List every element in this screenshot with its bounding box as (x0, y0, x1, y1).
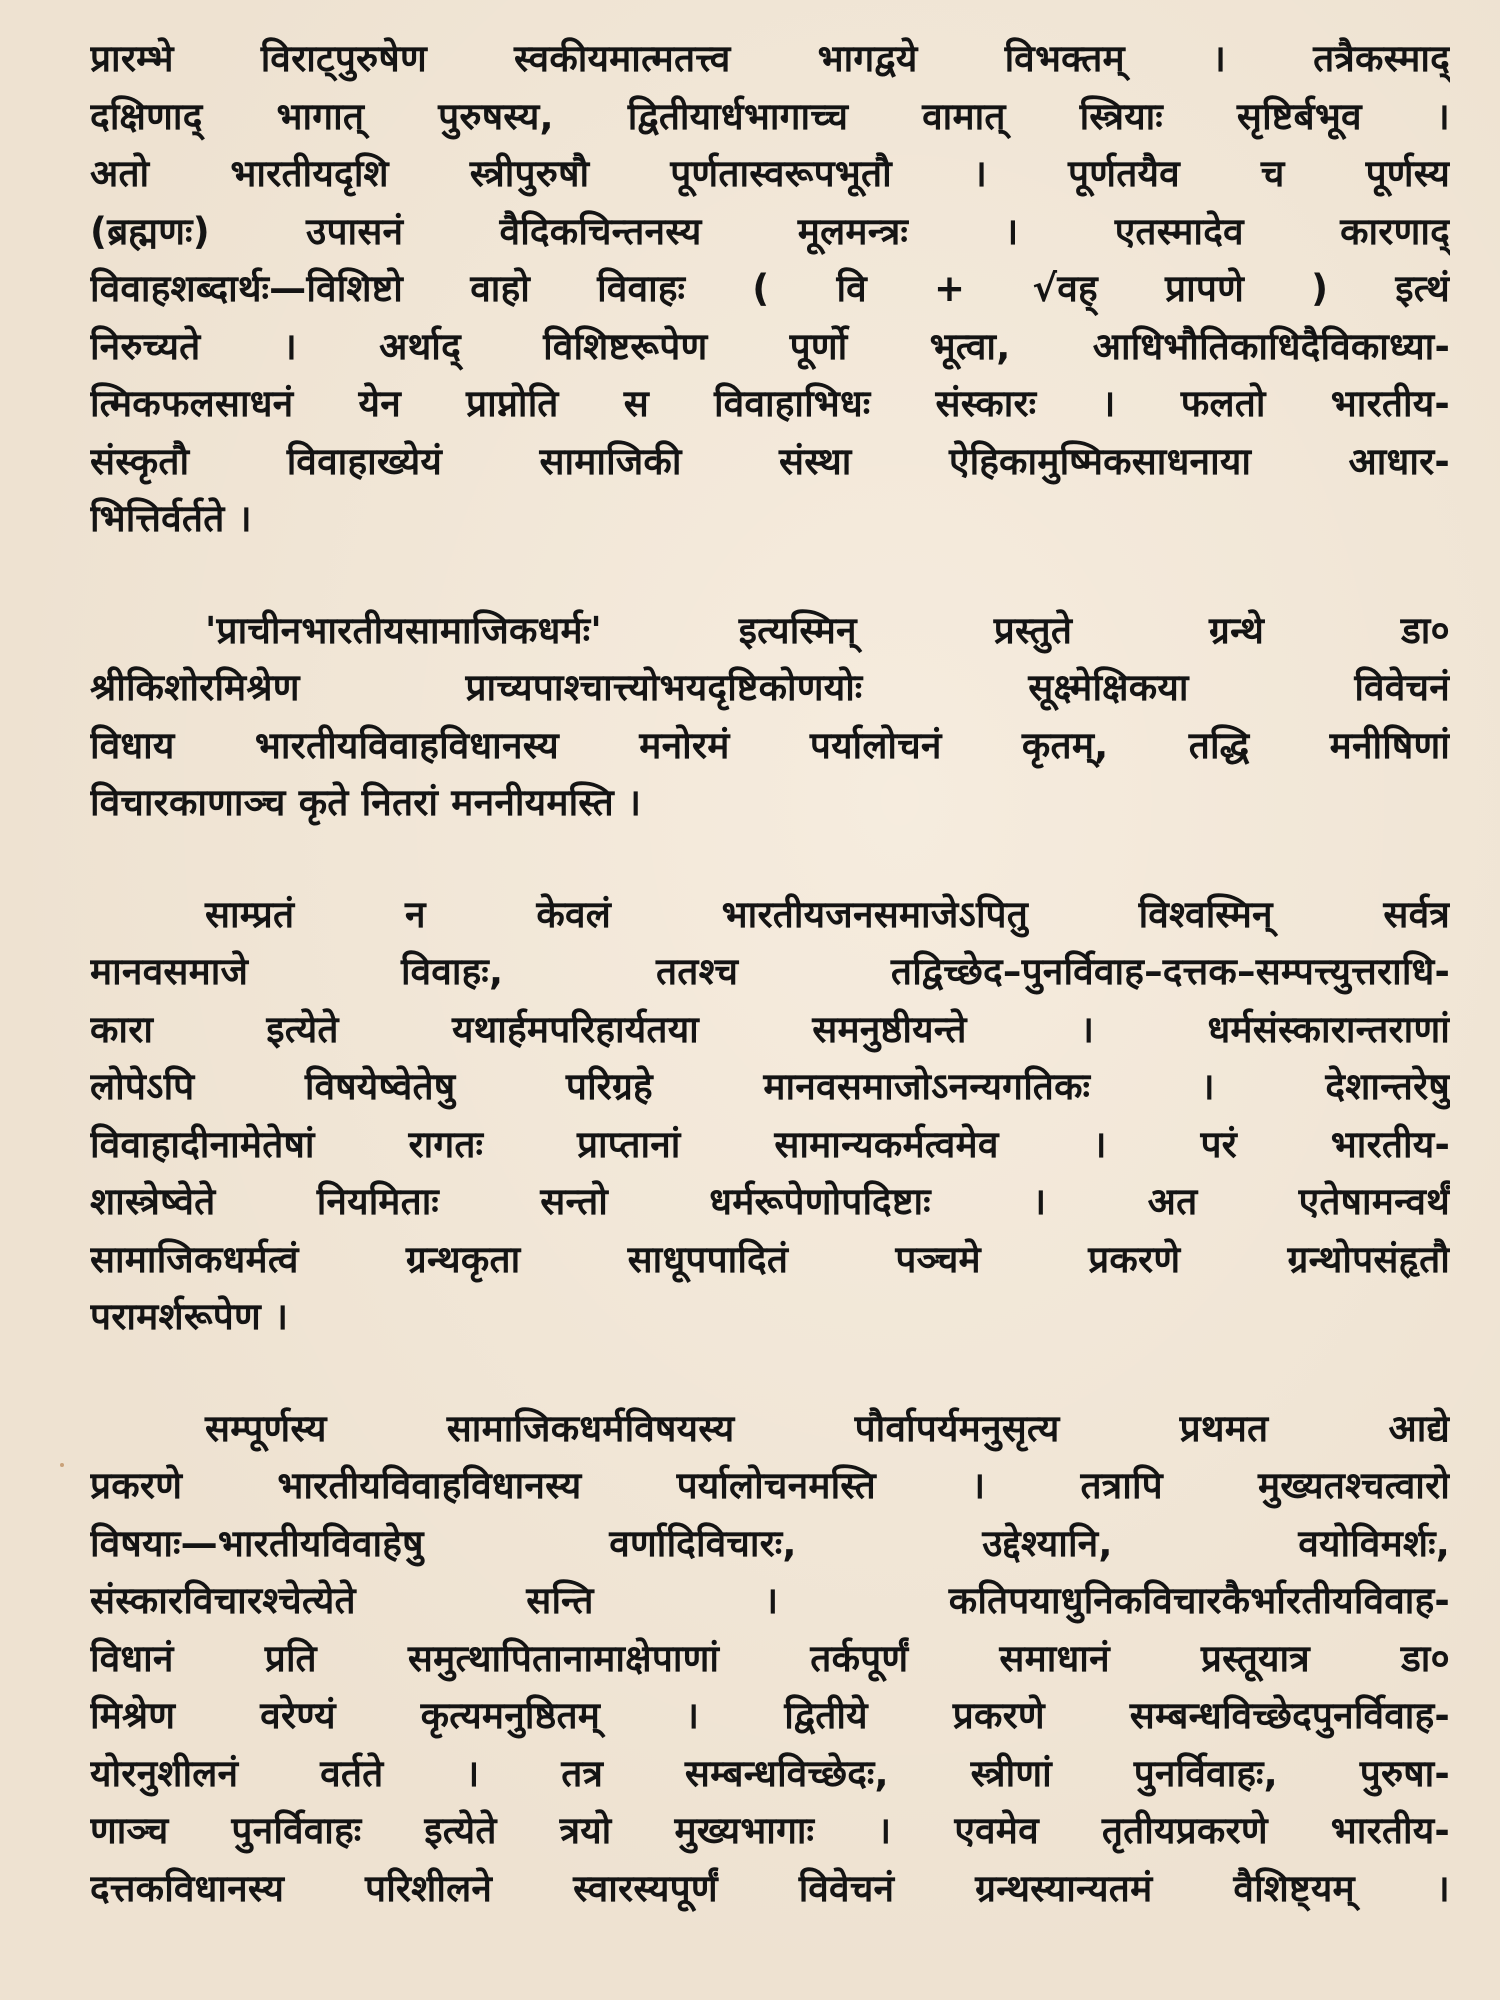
text-line: श्रीकिशोरमिश्रेण प्राच्यपाश्चात्त्योभयदृष्टिकोणयोः सूक्ष्मेक्षिकया विवेचनं (90, 666, 1450, 709)
text-line: त्मिकफलसाधनं येन प्राप्नोति स विवाहाभिधः संस्कारः । फलतो भारतीय- (90, 382, 1450, 425)
text-line: णाञ्च पुनर्विवाहः इत्येते त्रयो मुख्यभागाः । एवमेव तृतीयप्रकरणे भारतीय- (90, 1809, 1450, 1852)
text-line: कारा इत्येते यथार्हमपरिहार्यतया समनुष्ठीयन्ते । धर्मसंस्कारान्तराणां (90, 1007, 1450, 1051)
text-line: योरनुशीलनं वर्तते । तत्र सम्बन्धविच्छेदः, स्त्रीणां पुनर्विवाहः, पुरुषा- (90, 1751, 1450, 1795)
text-line: विधानं प्रति समुत्थापितानामाक्षेपाणां तर्कपूर्णं समाधानं प्रस्तूयात्र डा० (90, 1636, 1450, 1680)
text-line: मानवसमाजे विवाहः, ततश्च तद्विच्छेद–पुनर्विवाह–दत्तक–सम्पत्त्युत्तराधि- (90, 950, 1450, 993)
text-line: सम्पूर्णस्य सामाजिकधर्मविषयस्य पौर्वापर्यमनुसृत्य प्रथमत आद्ये (205, 1406, 1450, 1450)
paragraph-3 (90, 886, 1450, 1346)
text-line: दत्तकविधानस्य परिशीलने स्वारस्यपूर्णं विवेचनं ग्रन्थस्यान्यतमं वैशिष्ट्यम् । (90, 1866, 1450, 1910)
text-line: परामर्शरूपेण । (90, 1295, 289, 1338)
text-line: निरुच्यते । अर्थाद् विशिष्टरूपेण पूर्णो भूत्वा, आधिभौतिकाधिदैविकाध्या- (90, 324, 1450, 368)
paper-stain (60, 1463, 64, 1467)
text-line: प्रारम्भे विराट्पुरुषेण स्वकीयमात्मतत्त्व भागद्वये विभक्तम् । तत्रैकस्माद् (90, 37, 1450, 80)
text-line: विवाहशब्दार्थः—विशिष्टो वाहो विवाहः ( वि + √वह् प्रापणे ) इत्थं (90, 267, 1450, 310)
text-line: शास्त्रेष्वेते नियमिताः सन्तो धर्मरूपेणोपदिष्टाः । अत एतेषामन्वर्थं (90, 1180, 1450, 1223)
text-line: विधाय भारतीयविवाहविधानस्य मनोरमं पर्यालोचनं कृतम्, तद्धि मनीषिणां (90, 723, 1450, 767)
text-line: विषयाः—भारतीयविवाहेषु वर्णादिविचारः, उद्देश्यानि, वयोविमर्शः, (90, 1521, 1450, 1565)
text-line: 'प्राचीनभारतीयसामाजिकधर्मः' इत्यस्मिन् प्रस्तुते ग्रन्थे डा० (205, 608, 1450, 652)
paragraph-gap (90, 548, 1470, 602)
text-line: विचारकाणाञ्च कृते नितरां मननीयमस्ति । (90, 781, 642, 824)
text-line: सामाजिकधर्मत्वं ग्रन्थकृता साधूपपादितं पञ्चमे प्रकरणे ग्रन्थोपसंहृतौ (90, 1237, 1450, 1281)
text-line: भित्तिर्वर्तते । (90, 497, 252, 540)
text-line: लोपेऽपि विषयेष्वेतेषु परिग्रहे मानवसमाजोऽनन्यगतिकः । देशान्तरेषु (90, 1065, 1450, 1108)
text-line: साम्प्रतं न केवलं भारतीयजनसमाजेऽपितु विश्वस्मिन् सर्वत्र (205, 892, 1450, 936)
paragraph-4 (90, 1400, 1450, 1918)
text-line: संस्कृतौ विवाहाख्येयं सामाजिकी संस्था ऐहिकामुष्मिकसाधनाया आधार- (90, 439, 1450, 483)
paragraph-gap (90, 1346, 1470, 1400)
text-line: मिश्रेण वरेण्यं कृत्यमनुष्ठितम् । द्वितीये प्रकरणे सम्बन्धविच्छेदपुनर्विवाह- (90, 1694, 1450, 1737)
paragraph-gap (90, 832, 1470, 886)
text-line: प्रकरणे भारतीयविवाहविधानस्य पर्यालोचनमस्ति । तत्रापि मुख्यतश्चत्वारो (90, 1464, 1450, 1507)
text-line: संस्कारविचारश्चेत्येते सन्ति । कतिपयाधुनिकविचारकैर्भारतीयविवाह- (90, 1579, 1450, 1622)
paragraph-1 (90, 30, 1450, 548)
text-line: (ब्रह्मणः) उपासनं वैदिकचिन्तनस्य मूलमन्त्रः । एतस्मादेव कारणाद् (90, 209, 1450, 253)
text-line: अतो भारतीयदृशि स्त्रीपुरुषौ पूर्णतास्वरूपभूतौ । पूर्णतयैव च पूर्णस्य (90, 152, 1450, 195)
paragraph-2 (90, 602, 1450, 832)
text-line: दक्षिणाद् भागात् पुरुषस्य, द्वितीयार्धभागाच्च वामात् स्त्रियाः सृष्टिर्बभूव । (90, 94, 1450, 138)
text-line: विवाहादीनामेतेषां रागतः प्राप्तानां सामान्यकर्मत्वमेव । परं भारतीय- (90, 1122, 1450, 1166)
